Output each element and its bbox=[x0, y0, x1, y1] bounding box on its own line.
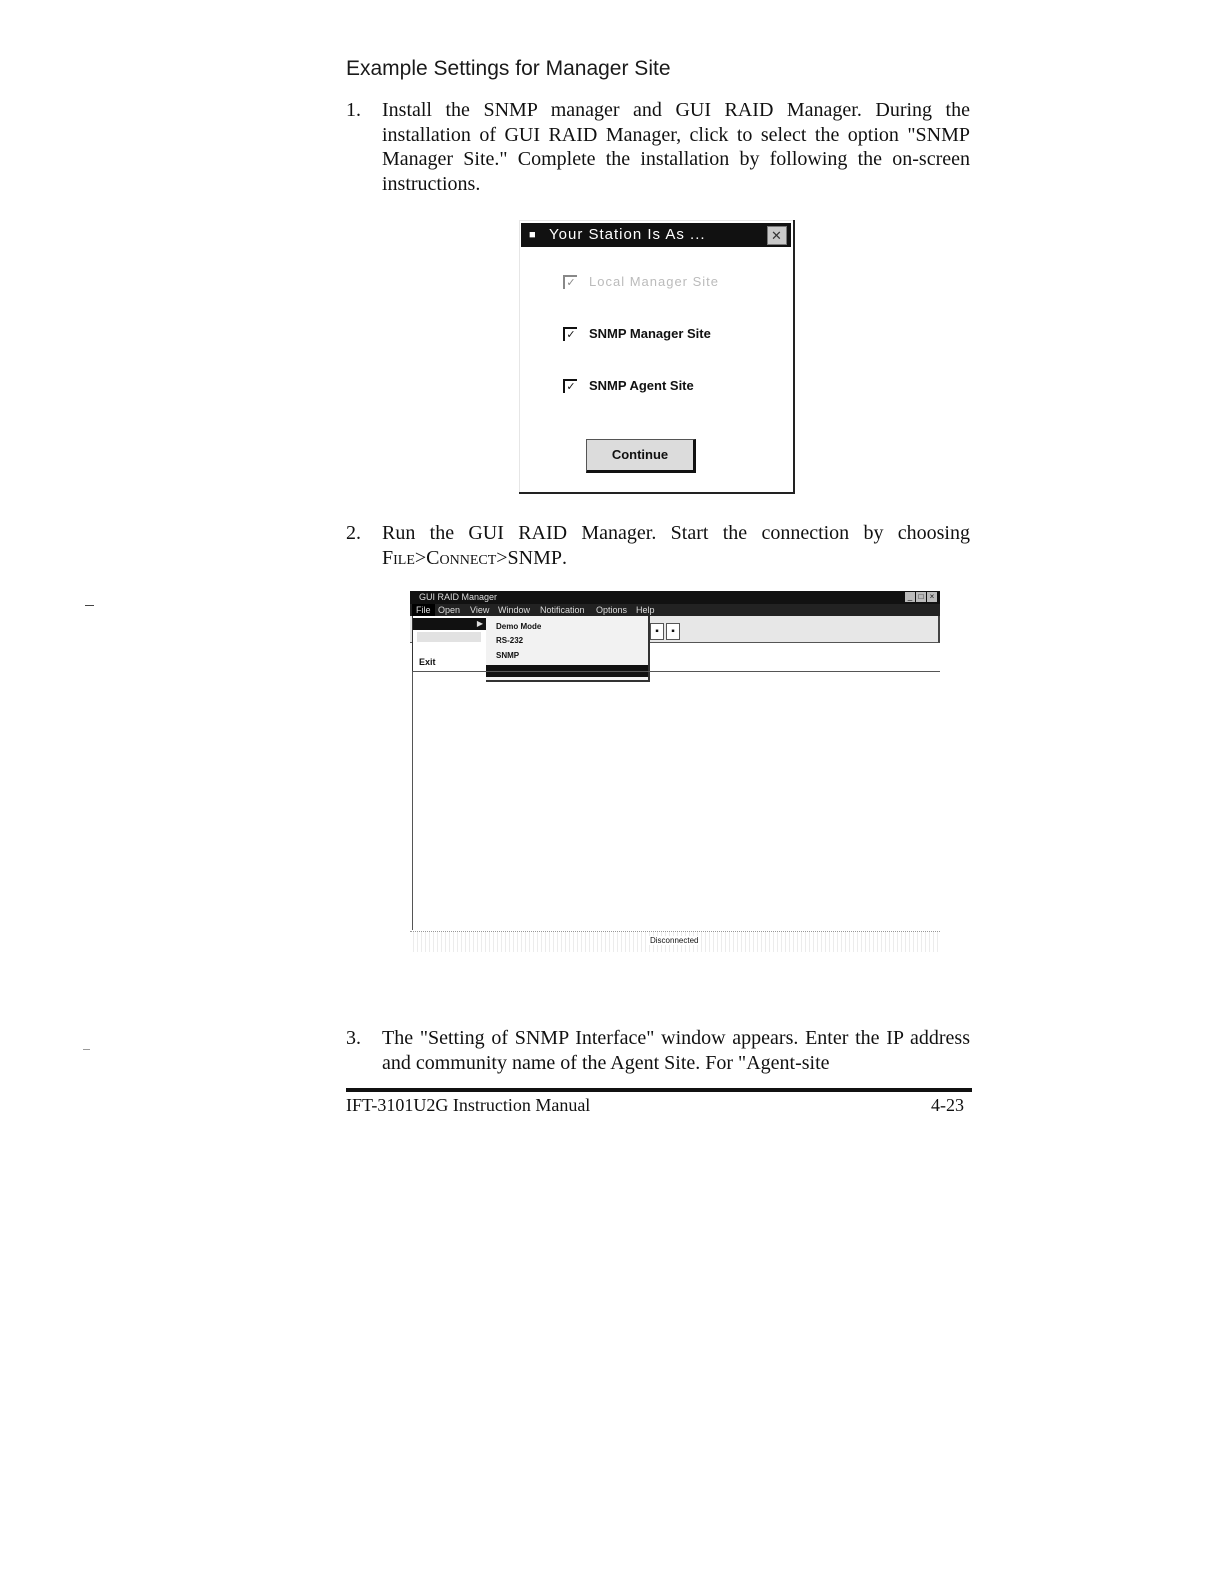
window-title: GUI RAID Manager bbox=[419, 592, 498, 602]
window-controls bbox=[905, 592, 937, 602]
toolbar-button-icon[interactable]: ▪ bbox=[650, 623, 664, 640]
step-2-number: 2. bbox=[346, 522, 361, 544]
step-1-text: Install the SNMP manager and GUI RAID Manager. During the installation of GUI RAID Manager, click to select the option "SNMP Manager Site." Complete the installation by following the on-screen instructions. bbox=[382, 99, 970, 195]
menu-command: File>Connect>SNMP bbox=[382, 546, 563, 569]
client-area bbox=[412, 671, 940, 930]
checkbox-icon[interactable]: ✓ bbox=[563, 327, 577, 341]
submenu-item-demo-mode[interactable]: Demo Mode bbox=[496, 622, 542, 631]
menu-options[interactable]: Options bbox=[596, 605, 628, 615]
file-menu-connect-highlight[interactable] bbox=[413, 618, 487, 630]
footer-rule bbox=[346, 1088, 972, 1092]
minimize-icon[interactable]: _ bbox=[905, 592, 915, 602]
window-title-bar bbox=[410, 591, 940, 604]
submenu-item-snmp[interactable]: SNMP bbox=[496, 651, 520, 660]
scan-mark bbox=[83, 1049, 90, 1050]
step-2-text bbox=[382, 521, 970, 570]
dialog-title-bar bbox=[521, 223, 791, 247]
menu-open[interactable]: Open bbox=[438, 605, 461, 615]
file-menu-disabled-item bbox=[417, 632, 481, 642]
gui-raid-manager-screenshot bbox=[410, 591, 940, 956]
continue-button[interactable]: Continue bbox=[586, 439, 696, 473]
checkbox-icon: ✓ bbox=[563, 275, 577, 289]
maximize-icon[interactable]: □ bbox=[916, 592, 926, 602]
station-dialog-screenshot bbox=[519, 220, 795, 494]
step-3-number: 3. bbox=[346, 1027, 361, 1049]
scan-mark bbox=[85, 605, 94, 606]
step-2-text-before: Run the GUI RAID Manager. Start the connection by choosing bbox=[382, 522, 970, 544]
dialog-title: Your Station Is As ... bbox=[549, 226, 706, 243]
connection-status: Disconnected bbox=[650, 936, 699, 945]
menu-bar bbox=[410, 604, 940, 616]
menu-window[interactable]: Window bbox=[498, 605, 531, 615]
app-icon: ■ bbox=[529, 229, 537, 241]
option-label: Local Manager Site bbox=[589, 274, 720, 289]
step-1 bbox=[346, 98, 970, 196]
step-3 bbox=[346, 1026, 970, 1075]
footer-manual-title: IFT-3101U2G Instruction Manual bbox=[346, 1095, 591, 1115]
menu-view[interactable]: View bbox=[470, 605, 490, 615]
menu-help[interactable]: Help bbox=[636, 605, 655, 615]
menu-file[interactable]: File bbox=[412, 604, 435, 616]
footer-page-number: 4-23 bbox=[931, 1095, 964, 1115]
file-menu bbox=[412, 616, 487, 671]
option-label: SNMP Agent Site bbox=[589, 378, 694, 393]
close-icon[interactable]: × bbox=[927, 592, 937, 602]
close-icon[interactable]: ✕ bbox=[767, 226, 787, 245]
step-1-number: 1. bbox=[346, 99, 361, 121]
checkbox-icon[interactable]: ✓ bbox=[563, 379, 577, 393]
option-label: SNMP Manager Site bbox=[589, 326, 711, 341]
status-bar bbox=[410, 931, 940, 952]
submenu-arrow-icon: ▶ bbox=[476, 619, 483, 628]
submenu-item-rs-232[interactable]: RS-232 bbox=[496, 636, 524, 645]
step-3-text: The "Setting of SNMP Interface" window appears. Enter the IP address and community name of the Agent Site. For "Agent-site bbox=[382, 1027, 970, 1074]
section-heading: Example Settings for Manager Site bbox=[346, 57, 671, 80]
step-2 bbox=[346, 521, 970, 570]
toolbar-button-icon[interactable]: ▪ bbox=[666, 623, 680, 640]
menu-notification[interactable]: Notification bbox=[540, 605, 585, 615]
step-2-text-after: . bbox=[562, 546, 568, 569]
file-menu-exit[interactable]: Exit bbox=[419, 657, 436, 667]
